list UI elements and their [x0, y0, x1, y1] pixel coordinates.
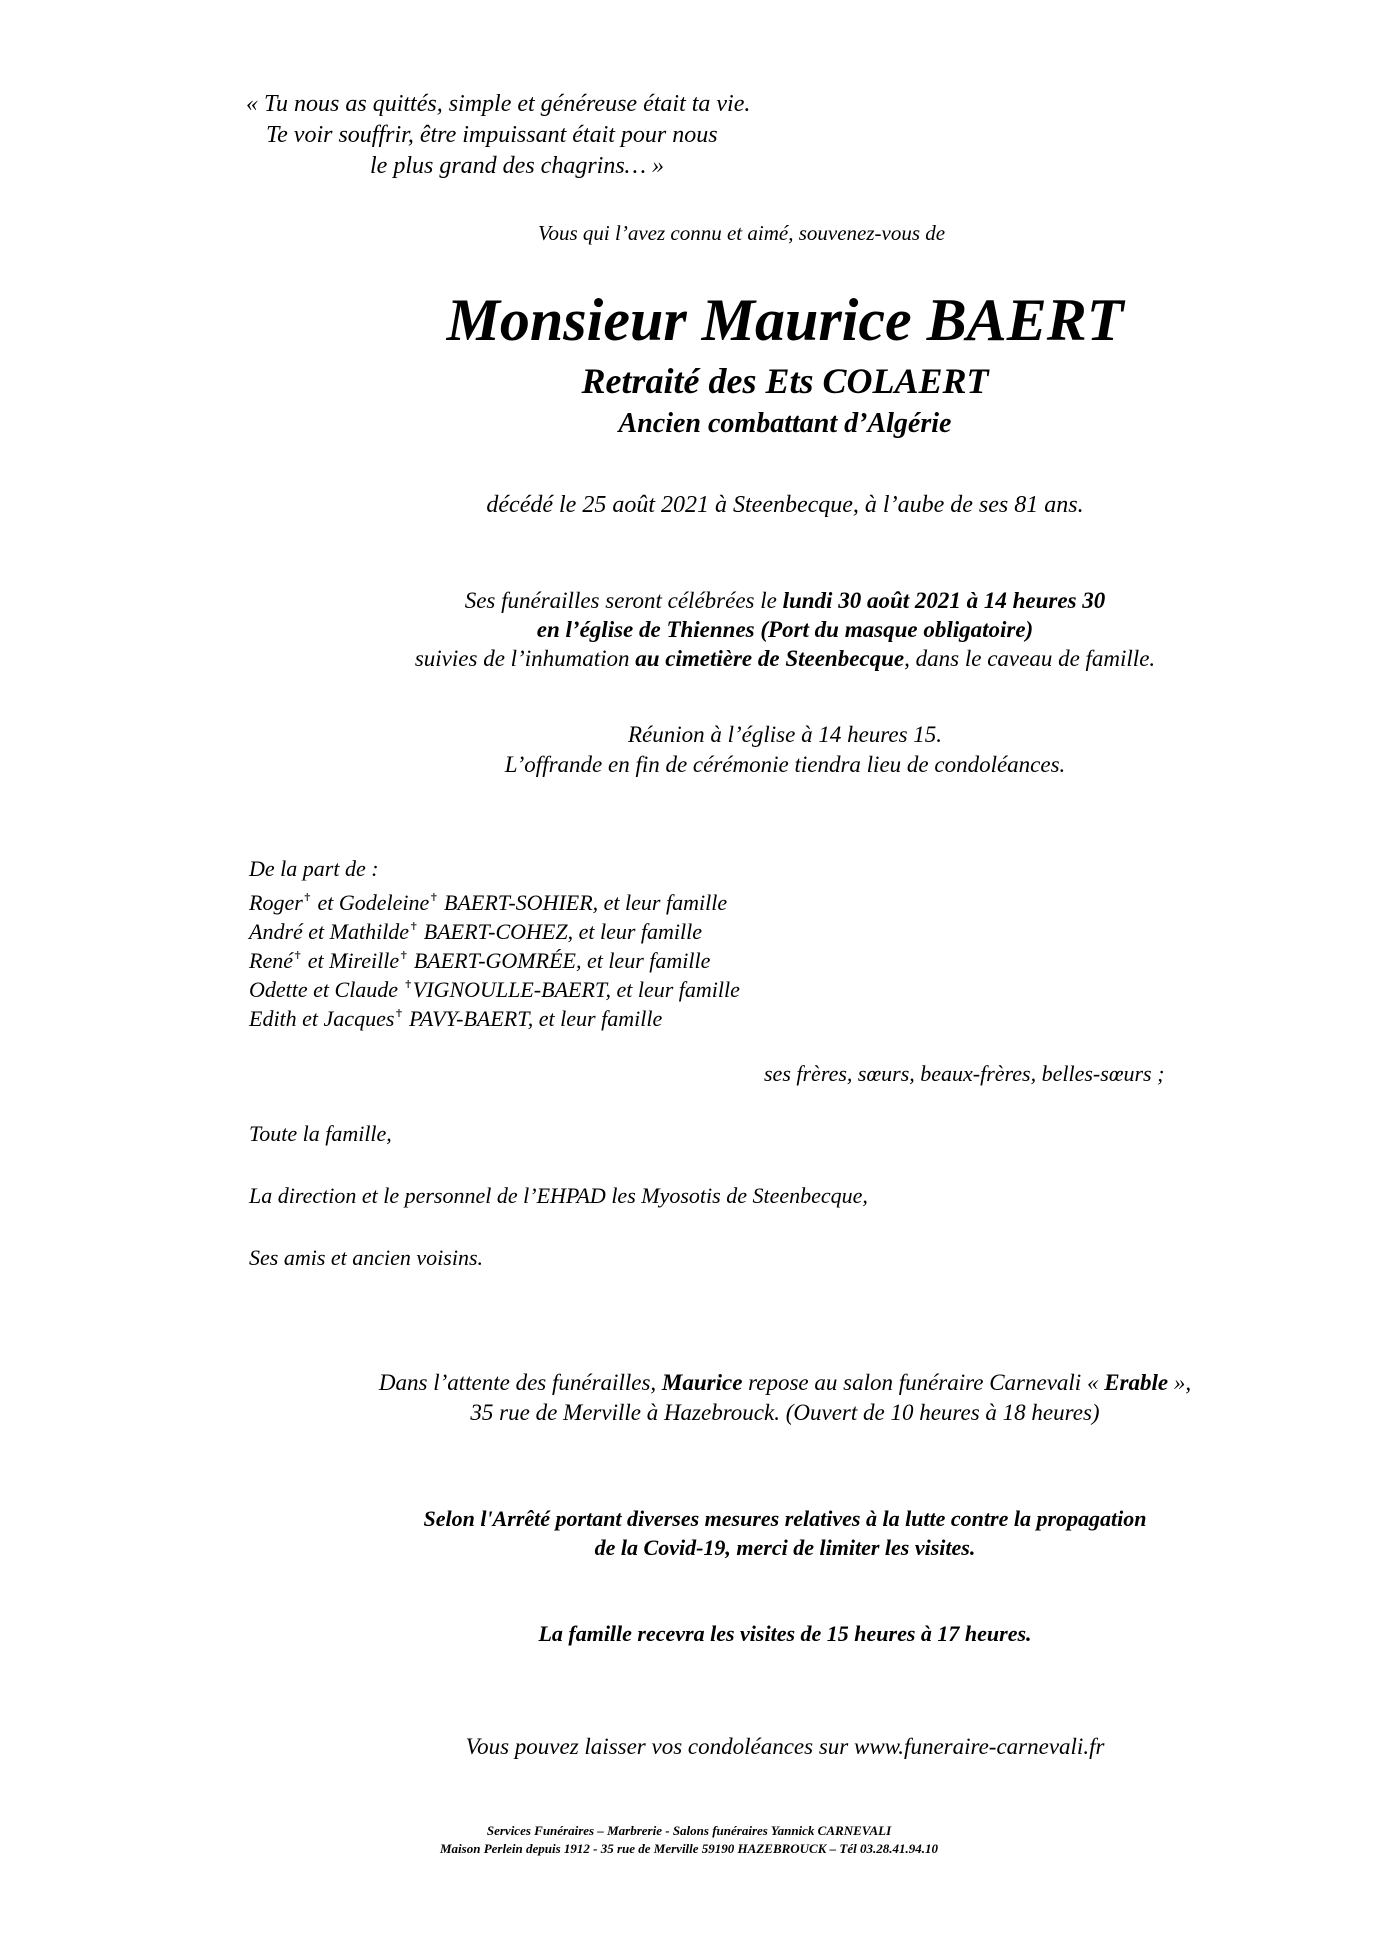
family-name: et Mireille [302, 948, 400, 973]
footer-line-1: Services Funéraires – Marbrerie - Salons funéraires Yannick CARNEVALI [486, 1823, 892, 1838]
meeting-line-1: Réunion à l’église à 14 heures 15. [627, 722, 943, 747]
deceased-title-2: Ancien combattant d’Algérie [618, 408, 952, 439]
salon-room-name: Erable [1104, 1370, 1169, 1395]
death-notice: décédé le 25 août 2021 à Steenbecque, à l’aube de ses 81 ans. [486, 492, 1084, 518]
burial-vault: , dans le caveau de famille. [904, 646, 1156, 671]
deceased-title-1: Retraité des Ets COLAERT [581, 361, 989, 401]
waiting-text: Dans l’attente des funérailles, [378, 1370, 662, 1395]
condolences-link-text: Vous pouvez laisser vos condoléances sur www.funeraire-carnevali.fr [465, 1734, 1105, 1759]
covid-notice-line-2: de la Covid-19, merci de limiter les visites. [594, 1535, 976, 1560]
waiting-line-1 [160, 1369, 1378, 1397]
family-name: et Godeleine [311, 890, 430, 915]
cross-icon: ✝ [403, 979, 413, 991]
covid-notice-line-1: Selon l'Arrêté portant diverses mesures relatives à la lutte contre la propagation [423, 1506, 1147, 1531]
family-name: Roger [249, 890, 303, 915]
relation-text: ses frères, sœurs, beaux-frères, belles-sœurs ; [764, 1061, 1165, 1086]
burial-place: au cimetière de Steenbecque [635, 646, 905, 671]
family-name: René [249, 948, 293, 973]
intro-text: Vous qui l’avez connu et aimé, souvenez-vous de [538, 221, 946, 245]
waiting-text: », [1168, 1370, 1192, 1395]
family-name: Edith et Jacques [249, 1006, 395, 1031]
cross-icon: ✝ [429, 892, 439, 904]
whole-family: Toute la famille, [249, 1121, 392, 1146]
family-name: BAERT-GOMRÉE, et leur famille [408, 948, 711, 973]
family-name: Odette et Claude [249, 977, 404, 1002]
epitaph-line-3: le plus grand des chagrins… » [370, 153, 664, 179]
family-name: VIGNOULLE-BAERT, et leur famille [412, 977, 740, 1002]
waiting-line-2: 35 rue de Merville à Hazebrouck. (Ouvert de 10 heures à 18 heures) [470, 1400, 1100, 1425]
funeral-location: en l’église de Thiennes (Port du masque obligatoire) [536, 617, 1034, 642]
footer-line-2: Maison Perlein depuis 1912 - 35 rue de Merville 59190 HAZEBROUCK – Tél 03.28.41.94.10 [440, 1841, 938, 1856]
funeral-date: lundi 30 août 2021 à 14 heures 30 [782, 588, 1106, 613]
meeting-line-2: L’offrande en fin de cérémonie tiendra lieu de condoléances. [504, 752, 1066, 777]
burial-intro: suivies de l’inhumation [414, 646, 636, 671]
family-name: BAERT-SOHIER, et leur famille [438, 890, 728, 915]
family-name: André et Mathilde [249, 919, 410, 944]
cross-icon: ✝ [394, 1008, 404, 1020]
funeral-line-3 [160, 645, 1378, 673]
friends-neighbours: Ses amis et ancien voisins. [249, 1245, 484, 1270]
epitaph-line-1: « Tu nous as quittés, simple et généreuse était ta vie. [246, 91, 751, 117]
cross-icon: ✝ [399, 950, 409, 962]
cross-icon: ✝ [292, 950, 303, 962]
deceased-first-name: Maurice [661, 1370, 743, 1395]
waiting-text: repose au salon funéraire Carnevali « [742, 1370, 1105, 1395]
family-name: BAERT-COHEZ, et leur famille [418, 919, 703, 944]
ehpad-staff: La direction et le personnel de l’EHPAD les Myosotis de Steenbecque, [249, 1183, 868, 1208]
funeral-intro: Ses funérailles seront célébrées le [464, 588, 783, 613]
funeral-line-1 [160, 587, 1378, 615]
epitaph-line-2: Te voir souffrir, être impuissant était pour nous [266, 122, 718, 148]
cross-icon: ✝ [302, 892, 312, 904]
from-label: De la part de : [249, 856, 379, 881]
cross-icon: ✝ [409, 921, 419, 933]
family-name: PAVY-BAERT, et leur famille [403, 1006, 663, 1031]
family-line-5 [249, 1000, 662, 1033]
deceased-name: Monsieur Maurice BAERT [446, 287, 1124, 353]
visits-notice: La famille recevra les visites de 15 heures à 17 heures. [538, 1621, 1032, 1646]
